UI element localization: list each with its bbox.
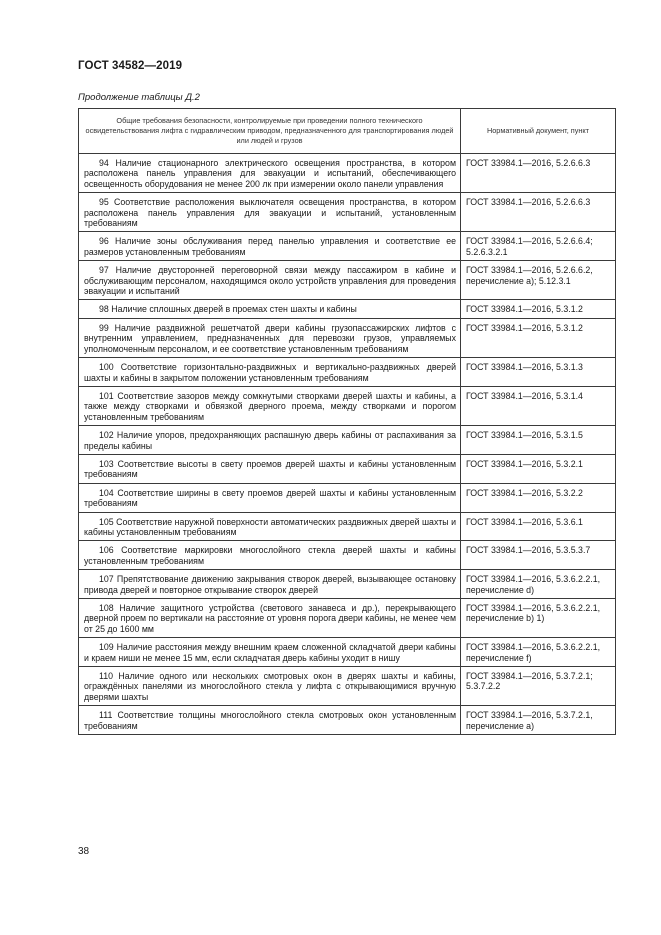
- requirement-cell: [79, 638, 461, 667]
- requirement-text: 99 Наличие раздвижной решетчатой двери кабины грузопассажирских лифтов с внутренним управлением, предназначенных для перевозки грузов, управляемых уполномоченным персоналом, и ее соответствие установленным требованиям: [84, 322, 456, 354]
- reference-cell: ГОСТ 33984.1—2016, 5.2.6.6.3: [461, 193, 616, 232]
- requirement-cell: [79, 483, 461, 512]
- table-row: [79, 232, 616, 261]
- reference-cell: ГОСТ 33984.1—2016, 5.2.6.6.3: [461, 154, 616, 193]
- requirement-text: 101 Соответствие зазоров между сомкнутыми створками дверей шахты и кабины, а также между створками и обвязкой дверного проема, между створками и порогом установленным требованиям: [84, 390, 456, 422]
- requirement-cell: [79, 512, 461, 541]
- reference-cell: ГОСТ 33984.1—2016, 5.3.6.1: [461, 512, 616, 541]
- requirement-text: 106 Соответствие маркировки многослойного стекла дверей шахты и кабины установленным требованиям: [84, 545, 456, 566]
- table-row: [79, 318, 616, 357]
- requirement-cell: [79, 426, 461, 455]
- requirement-text: 111 Соответствие толщины многослойного стекла смотровых окон установленным требованиям: [84, 710, 456, 731]
- table-row: [79, 570, 616, 599]
- reference-cell: ГОСТ 33984.1—2016, 5.3.5.3.7: [461, 541, 616, 570]
- table-row: [79, 154, 616, 193]
- requirement-cell: [79, 154, 461, 193]
- requirement-cell: [79, 386, 461, 425]
- table-row: [79, 667, 616, 706]
- reference-cell: ГОСТ 33984.1—2016, 5.3.1.4: [461, 386, 616, 425]
- table-row: [79, 541, 616, 570]
- table-row: [79, 599, 616, 638]
- requirement-cell: [79, 454, 461, 483]
- table-row: [79, 512, 616, 541]
- requirement-text: 103 Соответствие высоты в свету проемов дверей шахты и кабины установленным требованиям: [84, 458, 456, 480]
- table-row: [79, 261, 616, 300]
- table-row: [79, 454, 616, 483]
- page-number: 38: [78, 846, 90, 857]
- requirement-cell: [79, 570, 461, 599]
- column-header-requirements: Общие требования безопасности, контролируемые при проведении полного технического освидетельствования лифта с гидравлическим приводом, предназначенного для транспортирования людей или людей и грузов: [79, 109, 461, 154]
- table-header-row: [79, 109, 616, 154]
- reference-cell: ГОСТ 33984.1—2016, 5.3.7.2.1, перечисление a): [461, 706, 616, 735]
- requirement-cell: [79, 318, 461, 357]
- table-row: [79, 358, 616, 387]
- table-continuation-caption: Продолжение таблицы Д.2: [78, 92, 200, 103]
- reference-cell: ГОСТ 33984.1—2016, 5.2.6.6.2, перечисление a); 5.12.3.1: [461, 261, 616, 300]
- requirement-text: 109 Наличие расстояния между внешним краем сложенной складчатой двери кабины и краем ниши не менее 15 мм, если складчатая дверь кабины уходит в нишу: [84, 642, 456, 663]
- reference-cell: ГОСТ 33984.1—2016, 5.3.1.2: [461, 300, 616, 318]
- requirement-cell: [79, 358, 461, 387]
- table-row: [79, 386, 616, 425]
- table-row: [79, 638, 616, 667]
- requirement-text: 102 Наличие упоров, предохраняющих распашную дверь кабины от распахивания за пределы кабины: [84, 430, 456, 451]
- requirement-cell: [79, 667, 461, 706]
- table-row: [79, 483, 616, 512]
- reference-cell: ГОСТ 33984.1—2016, 5.3.1.5: [461, 426, 616, 455]
- requirement-cell: [79, 706, 461, 735]
- requirement-text: 110 Наличие одного или нескольких смотровых окон в дверях шахты и кабины, ограждённых панелями из многослойного стекла у лифта с открывающимися вручную дверями шахты: [84, 671, 456, 702]
- requirements-table: [78, 108, 616, 735]
- requirement-cell: [79, 599, 461, 638]
- reference-cell: ГОСТ 33984.1—2016, 5.3.2.1: [461, 454, 616, 483]
- requirement-text: 94 Наличие стационарного электрического освещения пространства, в котором расположена панель управления для эвакуации и испытаний, обеспечивающего освещенность оборудования не менее 200 лк при измерении около панели управления: [84, 158, 456, 189]
- requirement-text: 98 Наличие сплошных дверей в проемах стен шахты и кабины: [99, 304, 357, 315]
- requirement-cell: [79, 232, 461, 261]
- reference-cell: ГОСТ 33984.1—2016, 5.2.6.6.4; 5.2.6.3.2.1: [461, 232, 616, 261]
- requirement-text: 107 Препятствование движению закрывания створок дверей, вызывающее остановку привода дверей и повторное открывание створок дверей: [84, 574, 456, 595]
- requirement-text: 96 Наличие зоны обслуживания перед панелью управления и соответствие ее размеров установленным требованиям: [84, 236, 456, 257]
- table-row: [79, 300, 616, 318]
- table-row: [79, 426, 616, 455]
- table-row: [79, 193, 616, 232]
- reference-cell: ГОСТ 33984.1—2016, 5.3.6.2.2.1, перечисление b) 1): [461, 599, 616, 638]
- reference-cell: ГОСТ 33984.1—2016, 5.3.6.2.2.1, перечисление f): [461, 638, 616, 667]
- requirement-text: 100 Соответствие горизонтально-раздвижных и вертикально-раздвижных дверей шахты и кабины в закрытом положении установленным требованиям: [84, 362, 456, 383]
- requirement-text: 104 Соответствие ширины в свету проемов дверей шахты и кабины установленным требованиям: [84, 487, 456, 509]
- requirement-text: 108 Наличие защитного устройства (светового занавеса и др.), перекрывающего дверной проем по вертикали на расстояние от уровня порога двери кабины, не менее чем от 25 до 1600 мм: [84, 603, 456, 634]
- table-row: [79, 706, 616, 735]
- reference-cell: ГОСТ 33984.1—2016, 5.3.1.3: [461, 358, 616, 387]
- requirement-cell: [79, 261, 461, 300]
- requirement-cell: [79, 300, 461, 318]
- requirement-text: 105 Соответствие наружной поверхности автоматических раздвижных дверей шахты и кабины установленным требованиям: [84, 516, 456, 537]
- requirement-cell: [79, 193, 461, 232]
- requirement-cell: [79, 541, 461, 570]
- reference-cell: ГОСТ 33984.1—2016, 5.3.1.2: [461, 318, 616, 357]
- requirement-text: 97 Наличие двусторонней переговорной связи между пассажиром в кабине и обслуживающим персоналом, находящимся около устройств управления для проведения эвакуации и испытаний: [84, 265, 456, 297]
- table-body: [79, 154, 616, 735]
- document-code: ГОСТ 34582—2019: [78, 60, 183, 72]
- reference-cell: ГОСТ 33984.1—2016, 5.3.6.2.2.1, перечисление d): [461, 570, 616, 599]
- reference-cell: ГОСТ 33984.1—2016, 5.3.2.2: [461, 483, 616, 512]
- requirement-text: 95 Соответствие расположения выключателя освещения пространства, в котором расположена панель управления для эвакуации и испытаний, установленным требованиям: [84, 197, 456, 229]
- reference-cell: ГОСТ 33984.1—2016, 5.3.7.2.1; 5.3.7.2.2: [461, 667, 616, 706]
- column-header-reference: Нормативный документ, пункт: [461, 109, 616, 154]
